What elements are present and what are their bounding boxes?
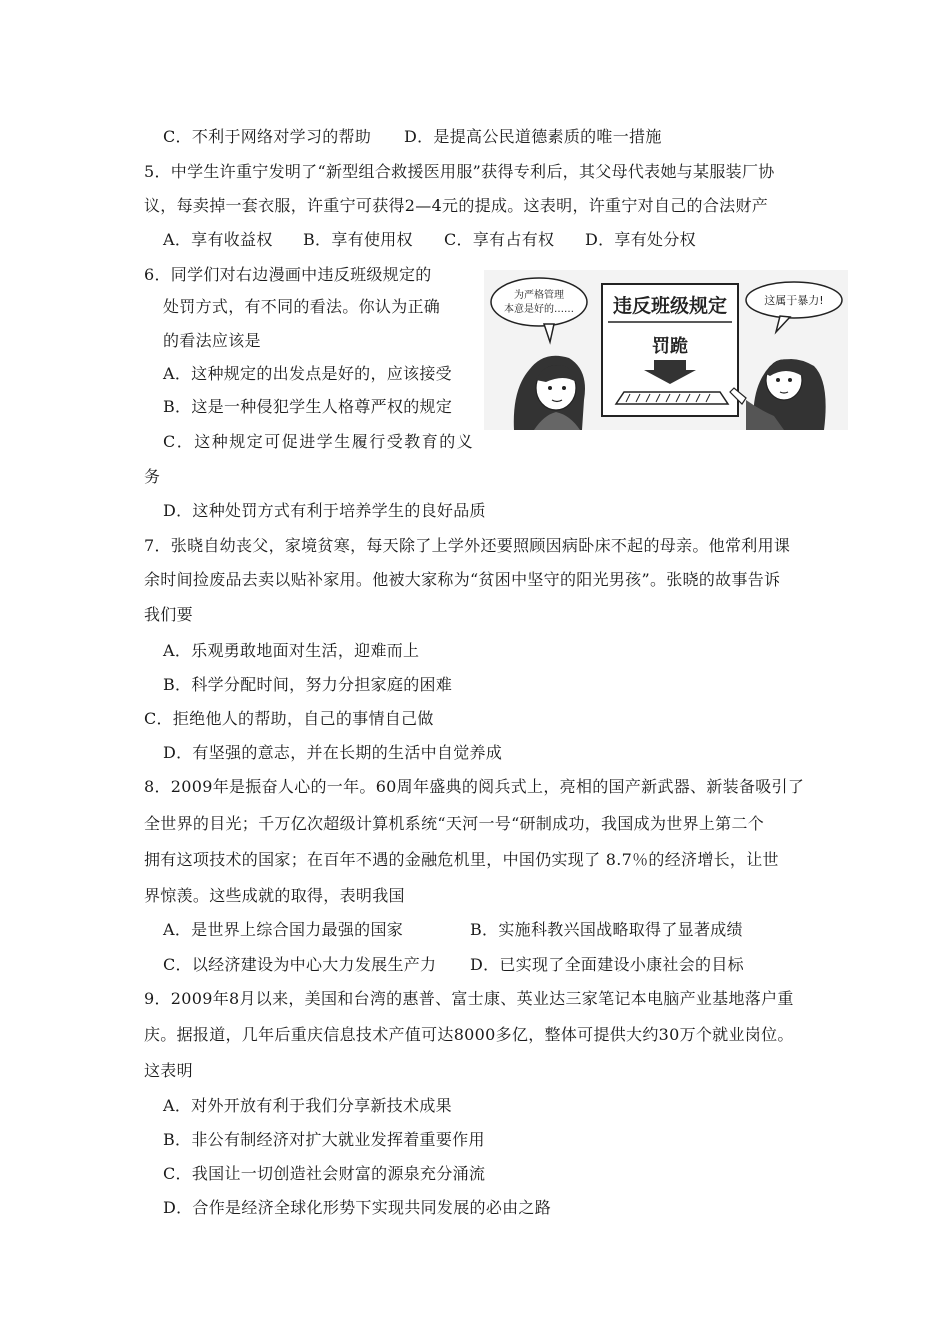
- q8-option-d: D．已实现了全面建设小康社会的目标: [470, 955, 744, 974]
- q9-stem-line-3: 这表明: [144, 1061, 193, 1080]
- q5-option-c: C．享有占有权: [444, 230, 555, 249]
- left-bubble-text-1: 为严格管理: [514, 290, 564, 301]
- washboard-icon: [616, 392, 728, 404]
- left-bubble-text-2: 本意是好的……: [504, 304, 574, 315]
- q8-option-b: B．实施科教兴国战略取得了显著成绩: [470, 920, 743, 939]
- q9-option-b: B．非公有制经济对扩大就业发挥着重要作用: [163, 1130, 485, 1149]
- q5-option-b: B．享有使用权: [303, 230, 413, 249]
- q8-option-a: A．是世界上综合国力最强的国家: [163, 920, 404, 939]
- sign-penalty: 罚跪: [652, 336, 688, 357]
- q6-option-b: B．这是一种侵犯学生人格尊严权的规定: [163, 397, 453, 416]
- rule-sign-board: [602, 284, 738, 416]
- q6-option-c-line-1: C．这种规定可促进学生履行受教育的义: [163, 432, 475, 451]
- q6-option-a: A．这种规定的出发点是好的，应该接受: [163, 364, 452, 383]
- q7-option-a: A．乐观勇敢地面对生活，迎难而上: [163, 641, 420, 660]
- q6-stem-line-1: 6．同学们对右边漫画中违反班级规定的: [144, 265, 432, 284]
- q9-stem-line-1: 9．2009年8月以来，美国和台湾的惠普、富士康、英业达三家笔记本电脑产业基地落户重: [144, 989, 794, 1008]
- right-bubble-text: 这属于暴力!: [764, 294, 824, 307]
- q7-option-c: C．拒绝他人的帮助，自己的事情自己做: [144, 709, 434, 728]
- q8-stem-line-3: 拥有这项技术的国家；在百年不遇的金融危机里，中国仍实现了 8.7％的经济增长，让世: [144, 850, 779, 869]
- q7-stem-line-3: 我们要: [144, 605, 193, 624]
- q8-option-c: C．以经济建设为中心大力发展生产力: [163, 955, 437, 974]
- q7-stem-line-2: 余时间捡废品去卖以贴补家用。他被大家称为“贫困中坚守的阳光男孩”。张晓的故事告诉: [144, 570, 781, 589]
- q7-option-d: D．有坚强的意志，并在长期的生活中自觉养成: [163, 743, 503, 762]
- q6-option-c-line-2: 务: [144, 467, 161, 486]
- q8-stem-line-4: 界惊羡。这些成就的取得，表明我国: [144, 886, 405, 905]
- q5-option-d: D．享有处分权: [585, 230, 696, 249]
- q9-option-d: D．合作是经济全球化形势下实现共同发展的必由之路: [163, 1198, 552, 1217]
- q5-stem-line-1: 5．中学生许重宁发明了“新型组合救援医用服”获得专利后，其父母代表她与某服装厂协: [144, 162, 775, 181]
- q7-option-b: B．科学分配时间，努力分担家庭的困难: [163, 675, 453, 694]
- q9-option-a: A．对外开放有利于我们分享新技术成果: [163, 1096, 452, 1115]
- q4-option-c: C．不利于网络对学习的帮助: [163, 127, 372, 146]
- q6-stem-line-3: 的看法应该是: [163, 331, 261, 350]
- sign-title: 违反班级规定: [612, 295, 728, 317]
- q6-option-d: D．这种处罚方式有利于培养学生的良好品质: [163, 501, 486, 520]
- q8-stem-line-2: 全世界的目光；千万亿次超级计算机系统“天河一号“研制成功，我国成为世界上第二个: [144, 814, 765, 833]
- q6-stem-line-2: 处罚方式，有不同的看法。你认为正确: [163, 297, 441, 316]
- q4-option-d: D．是提高公民道德素质的唯一措施: [404, 127, 662, 146]
- q5-option-a: A．享有收益权: [163, 230, 273, 249]
- q9-stem-line-2: 庆。据报道，几年后重庆信息技术产值可达8000多亿，整体可提供大约30万个就业岗位。: [144, 1025, 794, 1044]
- q7-stem-line-1: 7．张晓自幼丧父，家境贫寒，每天除了上学外还要照顾因病卧床不起的母亲。他常利用课: [144, 536, 791, 555]
- q8-stem-line-1: 8．2009年是振奋人心的一年。60周年盛典的阅兵式上，亮相的国产新武器、新装备吸引了: [144, 777, 805, 796]
- q5-stem-line-2: 议，每卖掉一套衣服，许重宁可获得2—4元的提成。这表明，许重宁对自己的合法财产: [144, 196, 769, 215]
- q9-option-c: C．我国让一切创造社会财富的源泉充分涌流: [163, 1164, 486, 1183]
- cartoon-illustration: [484, 270, 848, 430]
